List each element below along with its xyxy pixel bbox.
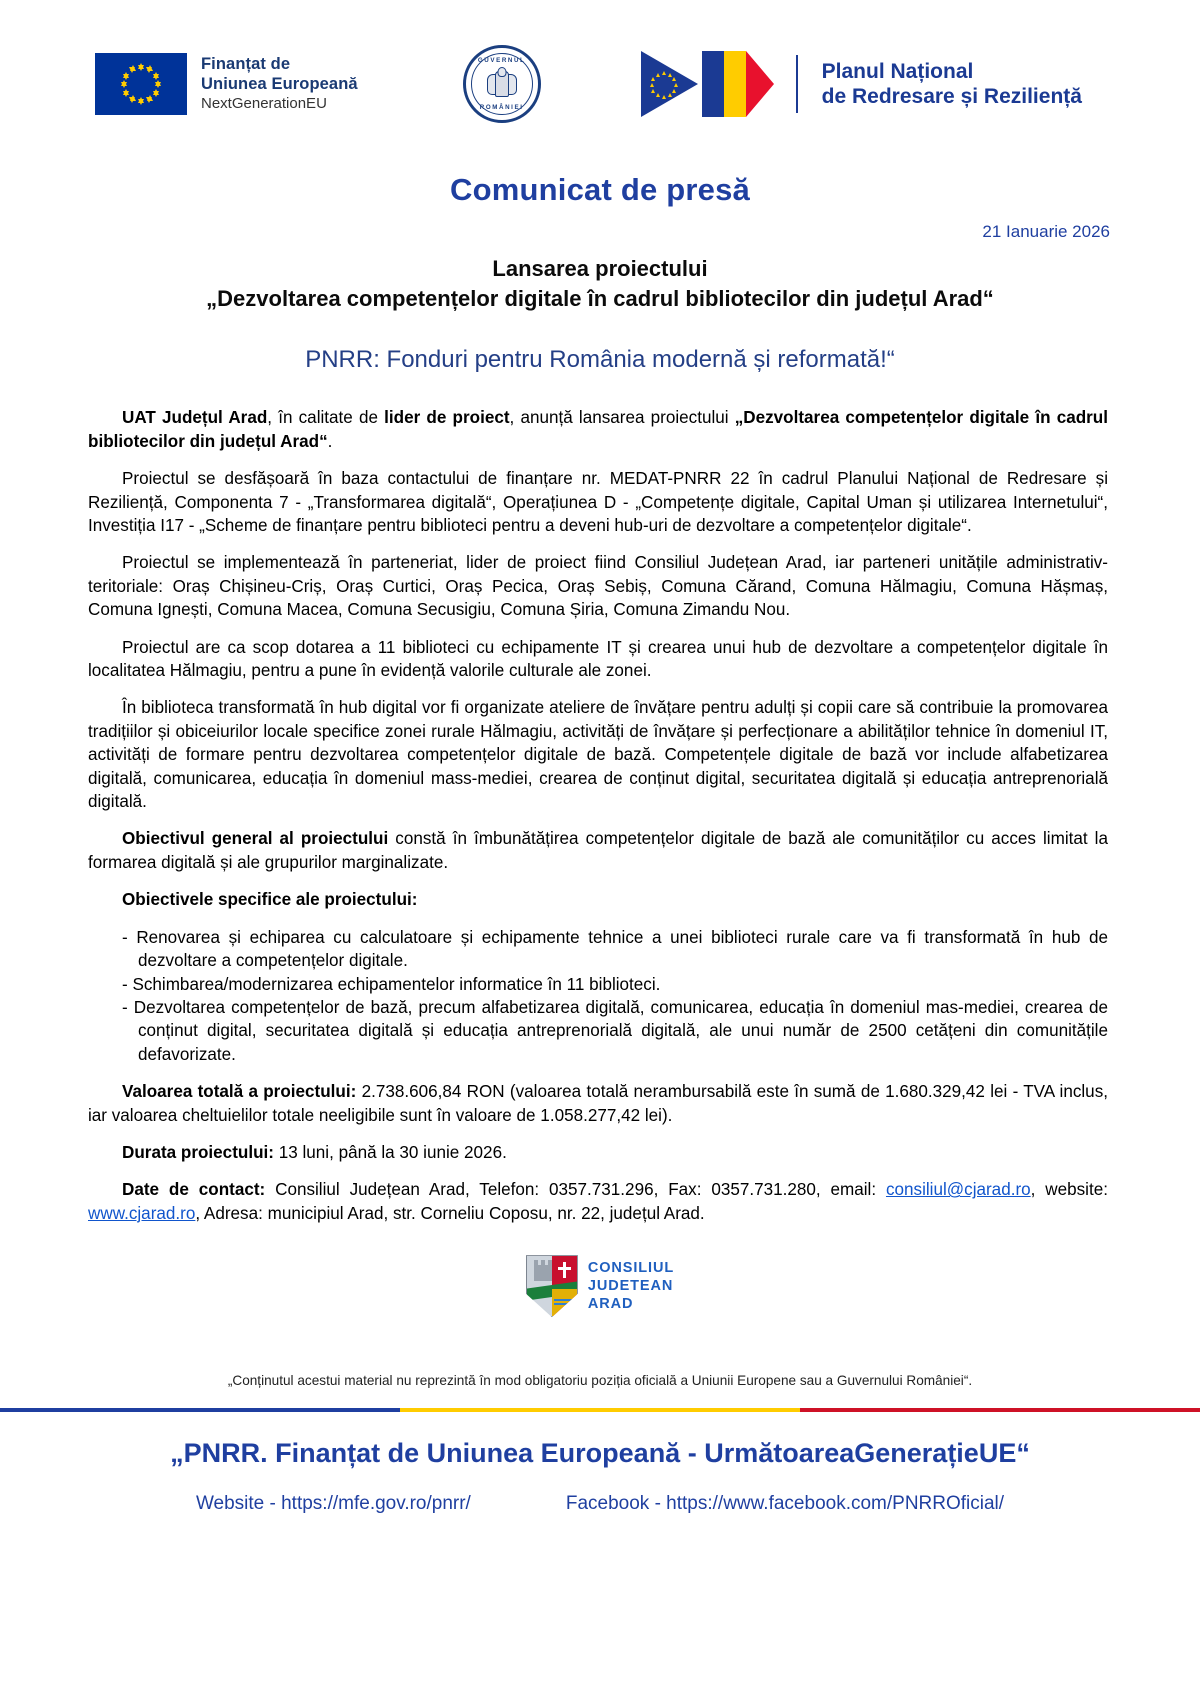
eu-logo-line2: Uniunea Europeană: [201, 74, 358, 93]
consiliul-judetean-arad-logo: [0, 1255, 1200, 1317]
paragraph-scope: Proiectul are ca scop dotarea a 11 biblioteci cu echipamente IT și crearea unui hub de dezvoltare a competențelor digitale în localitatea Hălmagiu, pentru a pune în evidență valorile culturale ale zonei.: [88, 637, 1108, 681]
arad-coat-of-arms-icon: [526, 1255, 578, 1317]
shield-tower-icon: [534, 1265, 552, 1281]
divider-yellow-segment: [400, 1408, 800, 1412]
eu-star-icon: [153, 89, 159, 95]
eu-star-icon: [656, 93, 660, 97]
p1-text-3: .: [327, 431, 333, 451]
cj-logo-line3: ARAD: [587, 1296, 634, 1313]
cj-logo-line1: CONSILIUL: [587, 1259, 675, 1276]
specific-objectives-heading: Obiectivele specifice ale proiectului:: [122, 890, 418, 910]
pnrr-tagline: PNRR: Fonduri pentru România modernă și reformată!“: [305, 346, 895, 374]
cj-logo-line2: JUDETEAN: [587, 1278, 674, 1295]
document-body: [0, 406, 1200, 1225]
paragraph-duration: [88, 1141, 1108, 1164]
ro-flag-yellow: [724, 51, 746, 117]
eu-star-icon: [662, 71, 666, 75]
footer-facebook-link[interactable]: Facebook - https://www.facebook.com/PNRROficial/: [565, 1493, 1005, 1515]
eu-star-icon: [121, 80, 127, 86]
cj-logo-text: [588, 1259, 674, 1313]
paragraph-partners: Proiectul se implementează în parteneriat, lider de proiect fiind Consiliul Județean Arad, iar parteneri unitățile administrativ-teritoriale: Oraș Chișineu-Criș, Oraș Curtici, Oraș Pecica, Oraș Sebiș, Comuna Cărand, Comuna Hălmagiu, Comuna Hășmaș, Comuna Ignești, Comuna Macea, Comuna Secusigiu, Comuna Șiria, Comuna Zimandu Nou.: [88, 553, 1108, 620]
eu-star-icon: [662, 95, 666, 99]
total-value-label: Valoarea totală a proiectului:: [122, 1082, 357, 1102]
eu-star-icon: [147, 65, 153, 71]
page-title: Comunicat de presă: [450, 172, 750, 207]
tricolor-divider: [0, 1408, 1200, 1412]
contact-label: Date de contact:: [122, 1180, 266, 1200]
document-subtitle: [0, 254, 1200, 313]
footer-website-link[interactable]: Website - https://mfe.gov.ro/pnrr/: [195, 1493, 471, 1515]
government-seal-icon: [463, 45, 541, 123]
subtitle-line-2: „Dezvoltarea competențelor digitale în cadrul bibliotecilor din județul Arad“: [206, 285, 994, 311]
document-date: 21 Ianuarie 2026: [982, 222, 1110, 241]
eagle-icon: [487, 67, 517, 101]
eu-arrow-icon: [641, 51, 698, 117]
paragraph-contact: [88, 1178, 1108, 1225]
ro-flag-blue: [702, 51, 724, 117]
eu-star-icon: [155, 80, 161, 86]
pnrr-arrows-icon: [641, 51, 774, 117]
paragraph-total-value: [88, 1080, 1108, 1127]
general-objective-label: Obiectivul general al proiectului: [122, 829, 389, 849]
contact-text-1: Consiliul Județean Arad, Telefon: 0357.731.296, Fax: 0357.731.280, email:: [265, 1180, 886, 1200]
eu-stars-circle: [648, 69, 678, 99]
pnrr-logo-line1: Planul Național: [821, 59, 974, 83]
eu-logo-line1: Finanțat de: [201, 55, 291, 74]
p1-bold-3: „Dezvoltarea competențelor digitale în cadrul bibliotecilor din județul Arad“: [88, 408, 1108, 451]
total-value-text: 2.738.606,84 RON (valoarea totală nerambursabilă este în sumă de 1.680.329,42 lei - TVA inclus, iar valoarea cheltuielilor totale neeligibile sunt în valoare de 1.058.277,42 lei).: [88, 1082, 1108, 1125]
pnrr-logo-text: [822, 59, 1082, 109]
romania-arrow-icon: [702, 51, 774, 117]
pnrr-logo-line2: de Redresare și Reziliență: [821, 85, 1082, 108]
specific-objectives-list: [88, 926, 1108, 1066]
eu-logo-text: [201, 55, 358, 113]
contact-text-2: , website:: [1030, 1180, 1108, 1200]
subtitle-line-1: Lansarea proiectului: [492, 256, 708, 281]
general-objective-text: constă în îmbunătățirea competențelor digitale de bază ale comunităților cu acces limitat la formarea digitală și ale grupurilor marginalizate.: [88, 829, 1108, 872]
paragraph-funding-contract: Proiectul se desfășoară în baza contactului de finanțare nr. MEDAT-PNRR 22 în cadrul Planului Național de Redresare și Reziliență, Componenta 7 - „Transformarea digitală“, Operațiunea D - „Competențe digitale, Capital Uman și utilizarea Internetului“, Investiția I17 - „Scheme de finanțare pentru biblioteci pentru a deveni hub-uri de dezvoltare a competențelor digitale“.: [88, 469, 1108, 535]
website-link[interactable]: www.cjarad.ro: [88, 1203, 196, 1223]
eu-star-icon: [672, 89, 676, 93]
eu-star-icon: [130, 95, 136, 101]
eu-star-icon: [668, 93, 672, 97]
eu-star-icon: [651, 89, 655, 93]
duration-label: Durata proiectului:: [122, 1142, 274, 1162]
eu-star-icon: [668, 73, 672, 77]
eu-flag-icon: [95, 53, 187, 115]
header-logo-strip: [0, 0, 1200, 113]
p1-text-1: , în calitate de: [267, 408, 385, 428]
contact-text-3: , Adresa: municipiul Arad, str. Corneliu Coposu, nr. 22, județul Arad.: [195, 1203, 705, 1223]
shield-waves-icon: [554, 1299, 574, 1307]
eu-star-icon: [153, 72, 159, 78]
footer-links: [0, 1493, 1200, 1555]
pnrr-logo: [641, 51, 1082, 117]
eu-star-icon: [674, 83, 678, 87]
duration-text: 13 luni, până la 30 iunie 2026.: [273, 1142, 507, 1162]
eu-star-icon: [672, 77, 676, 81]
shield-clip: [526, 1255, 578, 1317]
list-item: - Schimbarea/modernizarea echipamentelor informatice în 11 biblioteci.: [122, 974, 661, 994]
seal-text-bottom: ROMÂNIEI: [479, 104, 524, 111]
email-link[interactable]: consiliul@cjarad.ro: [885, 1180, 1031, 1200]
p1-bold-1: UAT Județul Arad: [122, 408, 268, 428]
footer-title: „PNRR. Finanțat de Uniunea Europeană - UrmătoareaGenerațieUE“: [170, 1438, 1030, 1469]
p1-bold-2: lider de proiect: [384, 408, 510, 428]
paragraph-announcement: [88, 406, 1108, 453]
paragraph-general-objective: [88, 827, 1108, 874]
eu-star-icon: [656, 73, 660, 77]
seal-text-top: GUVERNUL: [477, 57, 526, 64]
eu-star-icon: [123, 89, 129, 95]
eu-star-icon: [147, 95, 153, 101]
p1-text-2: , anunță lansarea proiectului: [509, 408, 735, 428]
eu-star-icon: [651, 77, 655, 81]
divider-red-segment: [800, 1408, 1200, 1412]
ro-flag-red: [746, 51, 774, 117]
shield-cross-icon: [563, 1262, 566, 1278]
eu-star-icon: [138, 97, 144, 103]
eu-star-icon: [130, 65, 136, 71]
eagle-head: [497, 67, 506, 77]
list-item: - Dezvoltarea competențelor de bază, precum alfabetizarea digitală, comunicarea, educația în domeniul mas-mediei, crearea de conținut digital, securitatea digitală și educația antreprenorială digitală, ale unui număr de 2500 cetățeni din comunitățile defavorizate.: [122, 997, 1108, 1064]
footer-disclaimer: „Conținutul acestui material nu reprezintă în mod obligatoriu poziția oficială a Uniunii Europene sau a Guvernului României“.: [227, 1373, 973, 1389]
eu-star-icon: [138, 63, 144, 69]
eu-funding-logo: [95, 53, 358, 115]
eu-star-icon: [650, 83, 654, 87]
list-item: - Renovarea și echiparea cu calculatoare și echipamente tehnice a unei biblioteci rurale care va fi transformată în hub de dezvoltare a competențelor digitale.: [122, 927, 1108, 971]
eu-logo-line3: NextGenerationEU: [201, 95, 327, 113]
paragraph-activities: În biblioteca transformată în hub digital vor fi organizate ateliere de învățare pentru adulți și copii care să contribuie la promovarea tradițiilor și obiceiurilor locale specifice zonei rurale Hălmagiu, activități de învățare și perfecționare a abilităților tehnice în domeniul IT, activități de formare pentru dezvoltarea competențelor digitale de bază. Competențele digitale de bază vor include alfabetizarea digitală, comunicarea, educația în domeniul mass-mediei, crearea de conținut digital, securitatea digitală și educația antreprenorială digitală.: [88, 698, 1108, 812]
divider-blue-segment: [0, 1408, 400, 1412]
government-of-romania-logo: [463, 45, 541, 123]
pnrr-divider: [796, 55, 798, 113]
